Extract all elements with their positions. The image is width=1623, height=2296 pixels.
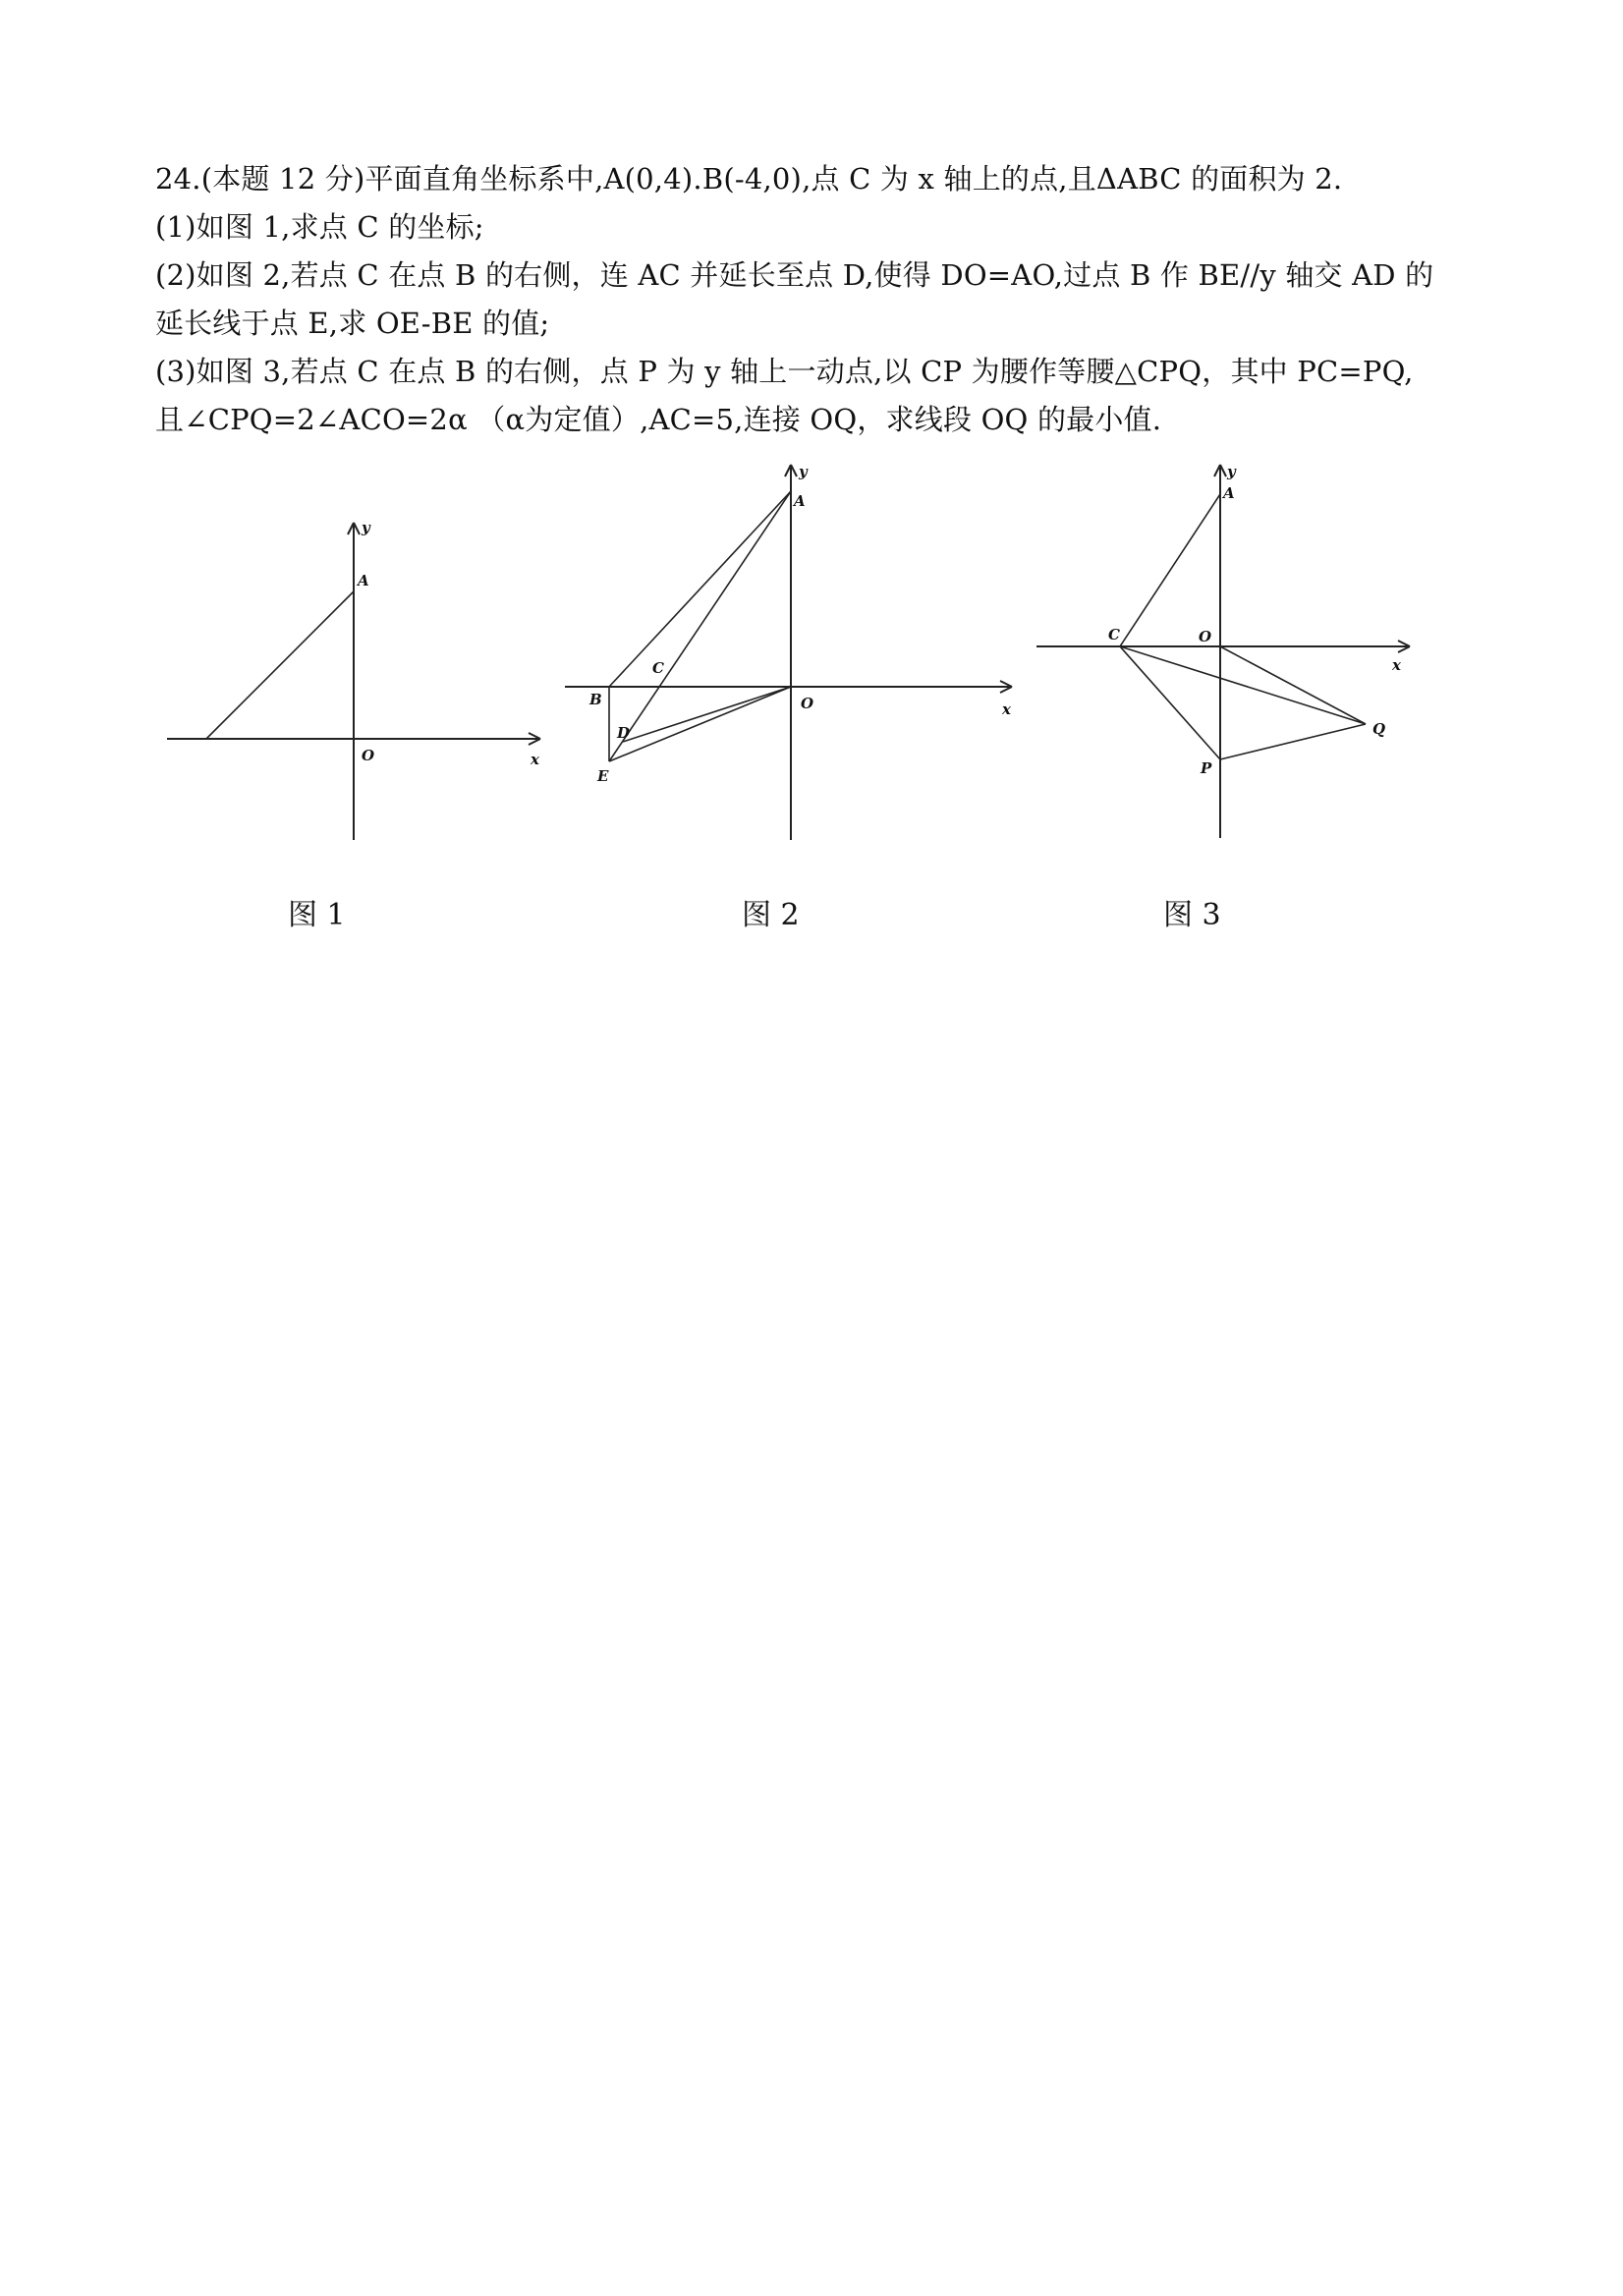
problem-line-3: (2)如图 2,若点 C 在点 B 的右侧，连 AC 并延长至点 D,使得 DO=AO,过点 B 作 BE//y 轴交 AD 的	[155, 258, 1434, 292]
fig3-segment-ca	[1120, 494, 1220, 646]
problem-line-5: (3)如图 3,若点 C 在点 B 的右侧，点 P 为 y 轴上一动点,以 CP 为腰作等腰△CPQ，其中 PC=PQ,	[155, 355, 1414, 388]
fig2-segment-ba	[609, 491, 791, 687]
fig1-segment-ba	[206, 591, 354, 739]
figure-1	[147, 511, 560, 845]
fig3-label-o: O	[1199, 628, 1212, 645]
fig1-label-x: x	[531, 751, 539, 768]
figure-2-diagram	[560, 457, 1032, 845]
fig1-label-o: O	[362, 747, 375, 764]
problem-line-2: (1)如图 1,求点 C 的坐标;	[155, 210, 484, 244]
figure-1-diagram	[147, 511, 560, 845]
fig3-label-c: C	[1108, 626, 1120, 644]
fig3-label-q: Q	[1372, 720, 1386, 738]
figure-3-diagram	[1032, 457, 1425, 845]
fig2-label-o: O	[801, 695, 814, 712]
fig3-segment-cp	[1120, 646, 1220, 759]
fig2-label-d: D	[617, 724, 631, 742]
problem-line-6: 且∠CPQ=2∠ACO=2α （α为定值）,AC=5,连接 OQ，求线段 OQ 的最小值.	[155, 403, 1162, 436]
fig2-label-x: x	[1002, 700, 1011, 718]
fig3-label-x: x	[1392, 656, 1401, 674]
fig3-segment-pq	[1220, 724, 1366, 759]
fig1-label-y: y	[362, 519, 370, 536]
figure-1-caption: 图 1	[288, 898, 346, 932]
fig1-label-a: A	[358, 572, 369, 589]
problem-text	[155, 155, 1491, 444]
problem-line-1: 24.(本题 12 分)平面直角坐标系中,A(0,4).B(-4,0),点 C 为 x 轴上的点,且ΔABC 的面积为 2.	[155, 162, 1343, 196]
figure-2	[560, 457, 1032, 845]
fig2-segment-ae	[609, 491, 791, 761]
fig3-label-y: y	[1227, 463, 1236, 480]
fig2-label-b: B	[589, 691, 602, 708]
fig3-label-a: A	[1223, 484, 1235, 502]
figure-2-caption: 图 2	[742, 898, 800, 932]
figure-3	[1032, 457, 1425, 845]
problem-line-4: 延长线于点 E,求 OE-BE 的值;	[155, 307, 550, 340]
fig2-label-a: A	[794, 492, 806, 510]
fig2-label-c: C	[652, 659, 664, 677]
figure-3-caption: 图 3	[1163, 898, 1221, 932]
fig2-segment-oe	[609, 687, 791, 761]
fig2-segment-od	[623, 687, 791, 742]
fig2-label-e: E	[597, 767, 609, 785]
fig3-label-p: P	[1201, 759, 1212, 777]
fig2-label-y: y	[799, 463, 808, 480]
